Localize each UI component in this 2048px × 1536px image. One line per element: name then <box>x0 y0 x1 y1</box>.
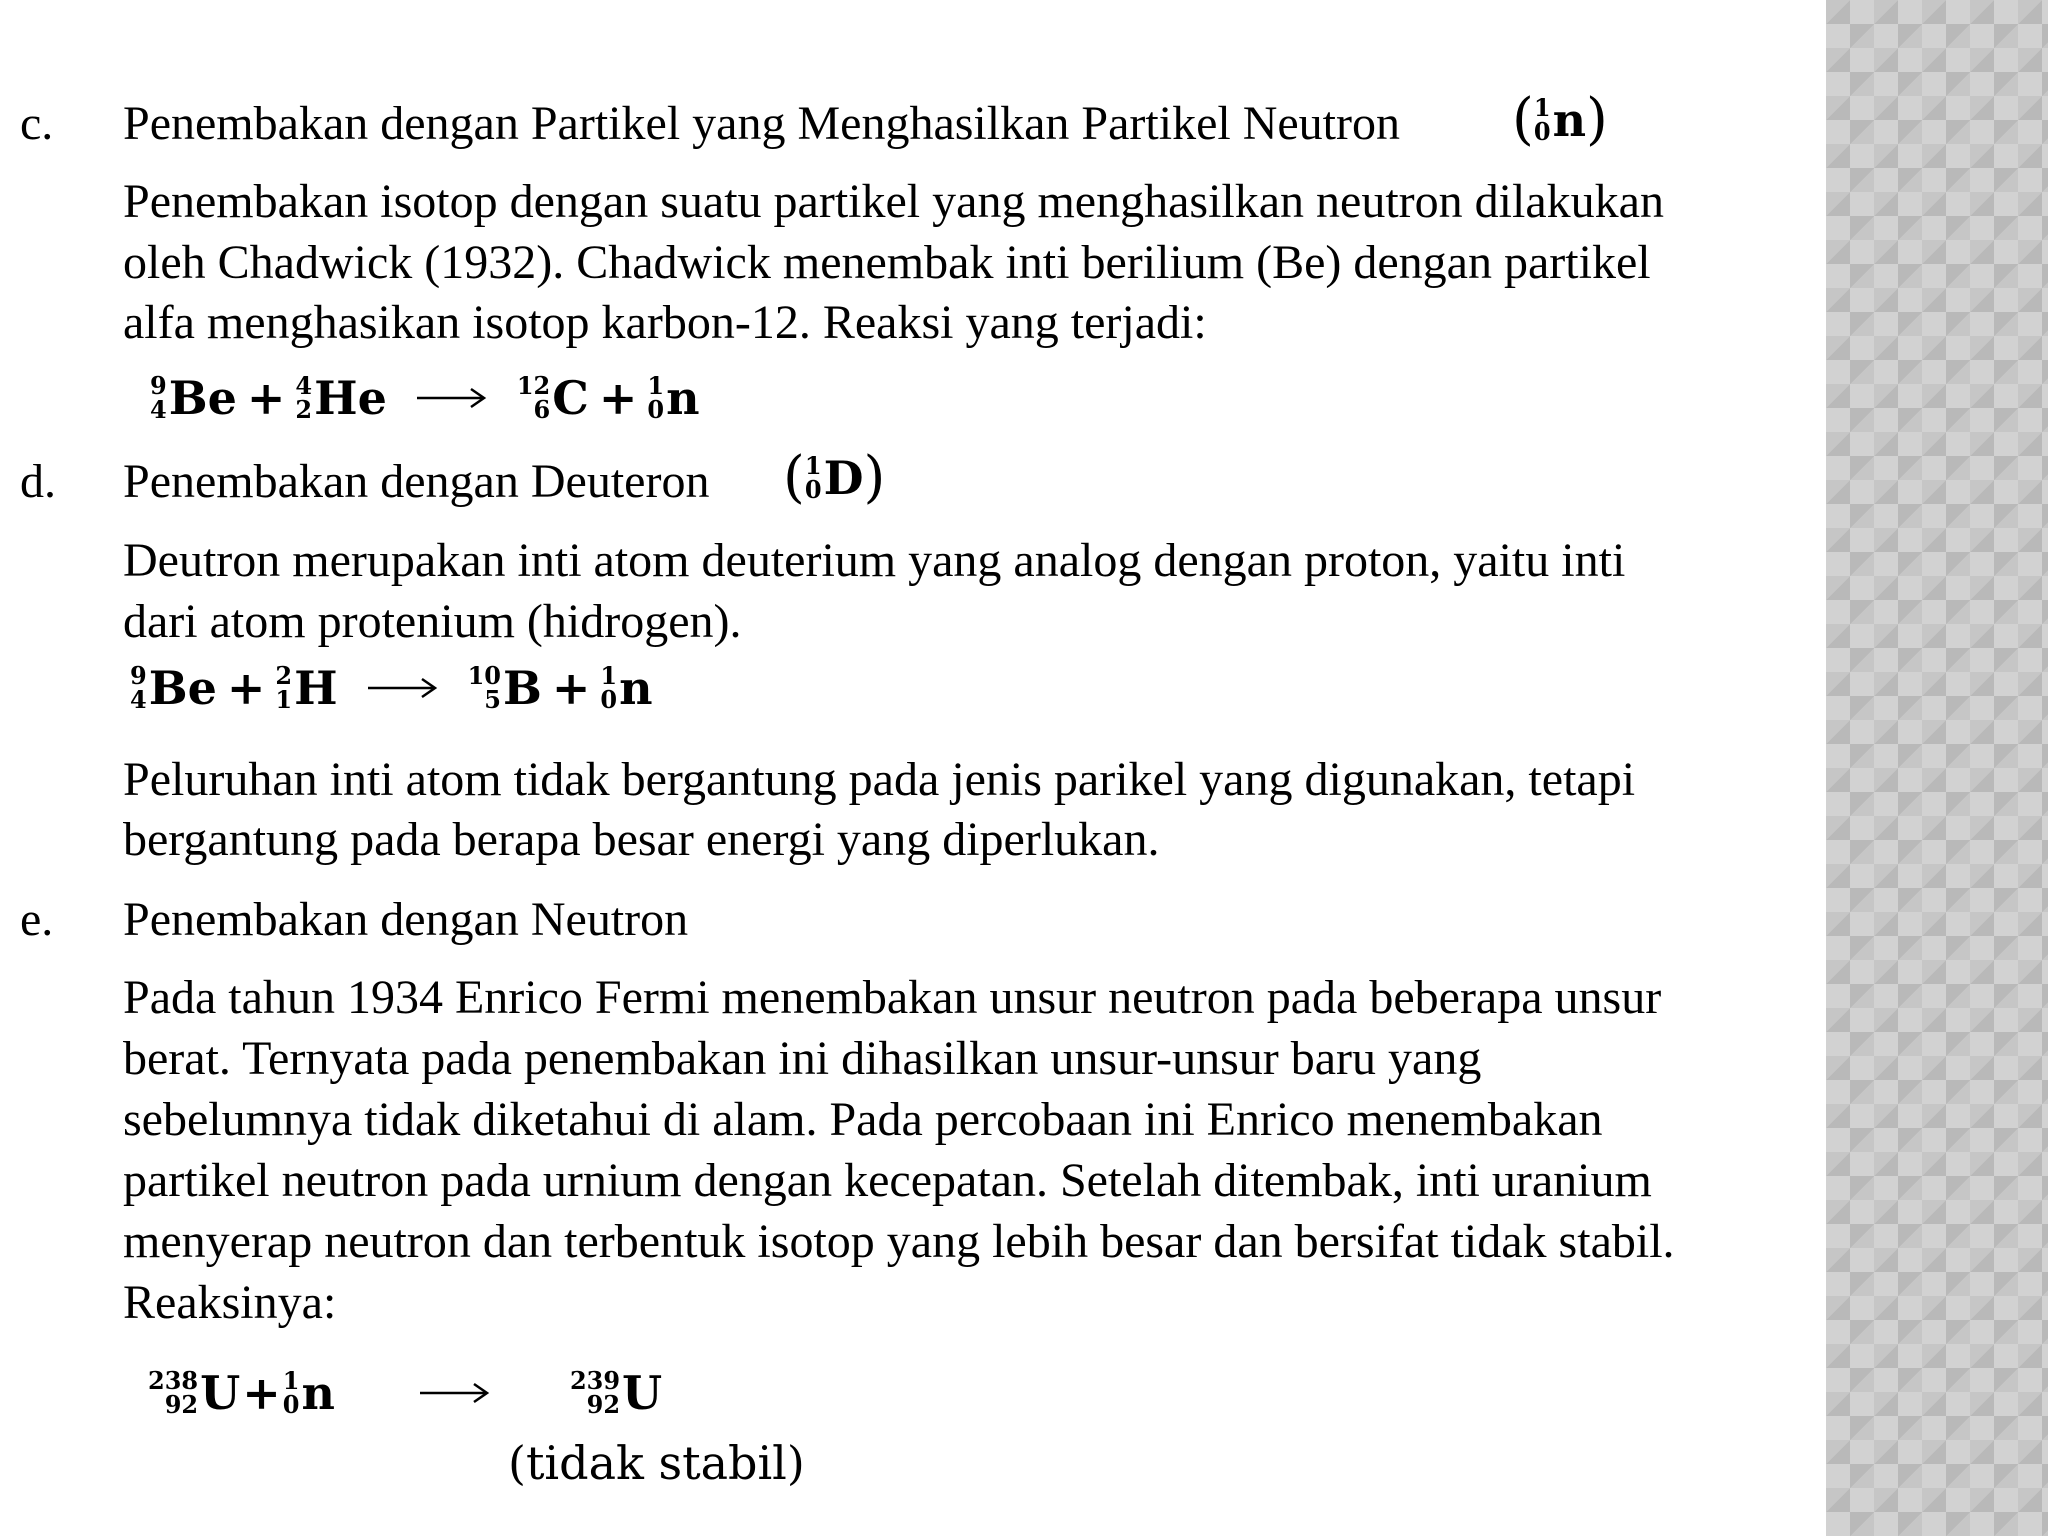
list-marker-d: d. <box>20 455 56 508</box>
body-e-line-6: Reaksinya: <box>123 1276 337 1329</box>
nuclide-b: 10 5 B <box>467 661 542 715</box>
equation-e: 238 92 U + 1 0 n 239 92 U <box>148 1366 663 1420</box>
decorative-sidebar <box>1826 0 2048 1536</box>
nuclide-u238: 238 92 U <box>148 1366 241 1420</box>
reaction-arrow-icon <box>420 1381 490 1405</box>
unstable-note: (tidak stabil) <box>508 1436 805 1490</box>
body-c-line-2: oleh Chadwick (1932). Chadwick menembak inti berilium (Be) dengan partikel <box>123 236 1651 289</box>
heading-d: Penembakan dengan Deuteron <box>123 455 710 508</box>
list-marker-e: e. <box>20 893 54 946</box>
heading-d-particle: ( 1 0 D ) <box>783 445 886 510</box>
body-d-line-1: Deutron merupakan inti atom deuterium yang analog dengan proton, yaitu inti <box>123 534 1626 587</box>
body-d-after-2: bergantung pada berapa besar energi yang diperlukan. <box>123 813 1160 866</box>
body-e-line-1: Pada tahun 1934 Enrico Fermi menembakan unsur neutron pada beberapa unsur <box>123 971 1662 1024</box>
nuclide-h: 2 1 H <box>275 661 338 715</box>
body-e-line-5: menyerap neutron dan terbentuk isotop yang lebih besar dan bersifat tidak stabil. <box>123 1215 1675 1268</box>
body-d-after-1: Peluruhan inti atom tidak bergantung pada jenis parikel yang digunakan, tetapi <box>123 753 1636 806</box>
body-e-line-3: sebelumnya tidak diketahui di alam. Pada percobaan ini Enrico menembakan <box>123 1093 1603 1146</box>
nuclide-c: 12 6 C <box>516 371 589 425</box>
body-e-line-2: berat. Ternyata pada penembakan ini dihasilkan unsur-unsur baru yang <box>123 1032 1482 1085</box>
list-marker-c: c. <box>20 97 54 150</box>
equation-d: 9 4 Be + 2 1 H 10 5 B + 1 0 n <box>130 661 653 715</box>
nuclide-be: 9 4 Be <box>130 661 217 715</box>
nuclide-n: 1 0 n <box>282 1366 335 1420</box>
nuclide-he: 4 2 He <box>295 371 387 425</box>
body-e-line-4: partikel neutron pada urnium dengan kecepatan. Setelah ditembak, inti uranium <box>123 1154 1652 1207</box>
body-c-line-1: Penembakan isotop dengan suatu partikel yang menghasilkan neutron dilakukan <box>123 175 1664 228</box>
body-c-line-3: alfa menghasikan isotop karbon-12. Reaksi yang terjadi: <box>123 296 1207 349</box>
heading-c: Penembakan dengan Partikel yang Menghasilkan Partikel Neutron <box>123 97 1400 150</box>
reaction-arrow-icon <box>368 676 438 700</box>
nuclide-n: 1 0 n <box>647 371 700 425</box>
heading-e: Penembakan dengan Neutron <box>123 893 689 946</box>
body-d-line-2: dari atom protenium (hidrogen). <box>123 595 742 648</box>
nuclide-be: 9 4 Be <box>150 371 237 425</box>
heading-c-particle: ( 1 0 n ) <box>1512 87 1608 152</box>
nuclide-u239: 239 92 U <box>569 1366 663 1420</box>
nuclide-n: 1 0 n <box>600 661 653 715</box>
reaction-arrow-icon <box>417 386 487 410</box>
equation-c: 9 4 Be + 4 2 He 12 6 C + 1 0 n <box>150 371 700 425</box>
